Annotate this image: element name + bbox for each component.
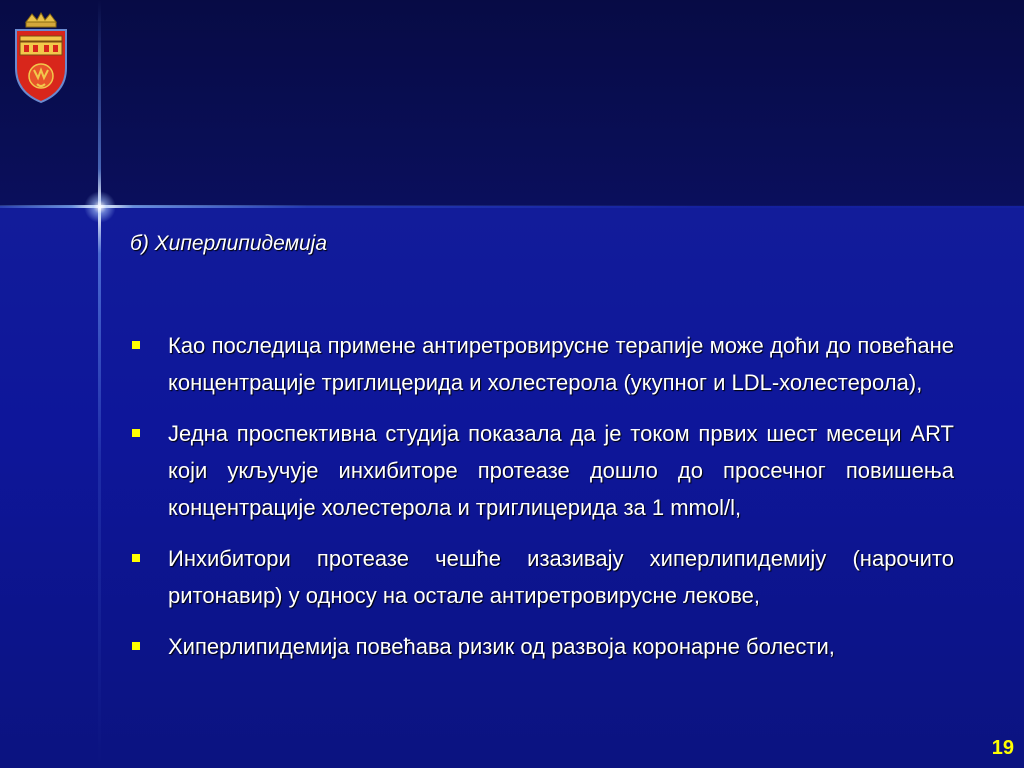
bullet-text: Инхибитори протеазе чешће изазивају хиперлипидемију (нарочито ритонавир) у односу на остале антиретровирусне лекове,	[168, 546, 954, 608]
page-number: 19	[991, 737, 1014, 759]
bullet-list	[130, 327, 954, 679]
flare-star-icon	[84, 191, 116, 223]
bullet-text: Хиперлипидемија повећава ризик од развоја коронарне болести,	[168, 634, 835, 659]
list-item	[130, 540, 954, 614]
list-item	[130, 415, 954, 526]
bullet-text: Као последица примене антиретровирусне терапије може доћи до повећане концентрације триглицерида и холестерола (укупног и LDL-холестерола),	[168, 333, 954, 395]
bullet-square-icon	[132, 554, 140, 562]
header-band	[0, 0, 1024, 206]
crest-icon	[12, 12, 70, 104]
slide-subtitle: б) Хиперлипидемија	[130, 232, 328, 255]
list-item	[130, 628, 954, 665]
bullet-square-icon	[132, 341, 140, 349]
bullet-text: Једна проспективна студија показала да је током првих шест месеци ART који укључује инхибиторе протеазе дошло до просечног повишења концентрације холестерола и триглицерида за 1 mmol/l,	[168, 421, 954, 520]
flare-horizontal-line	[0, 205, 1024, 208]
list-item	[130, 327, 954, 401]
bullet-square-icon	[132, 642, 140, 650]
flare-vertical-line	[98, 0, 101, 768]
bullet-square-icon	[132, 429, 140, 437]
